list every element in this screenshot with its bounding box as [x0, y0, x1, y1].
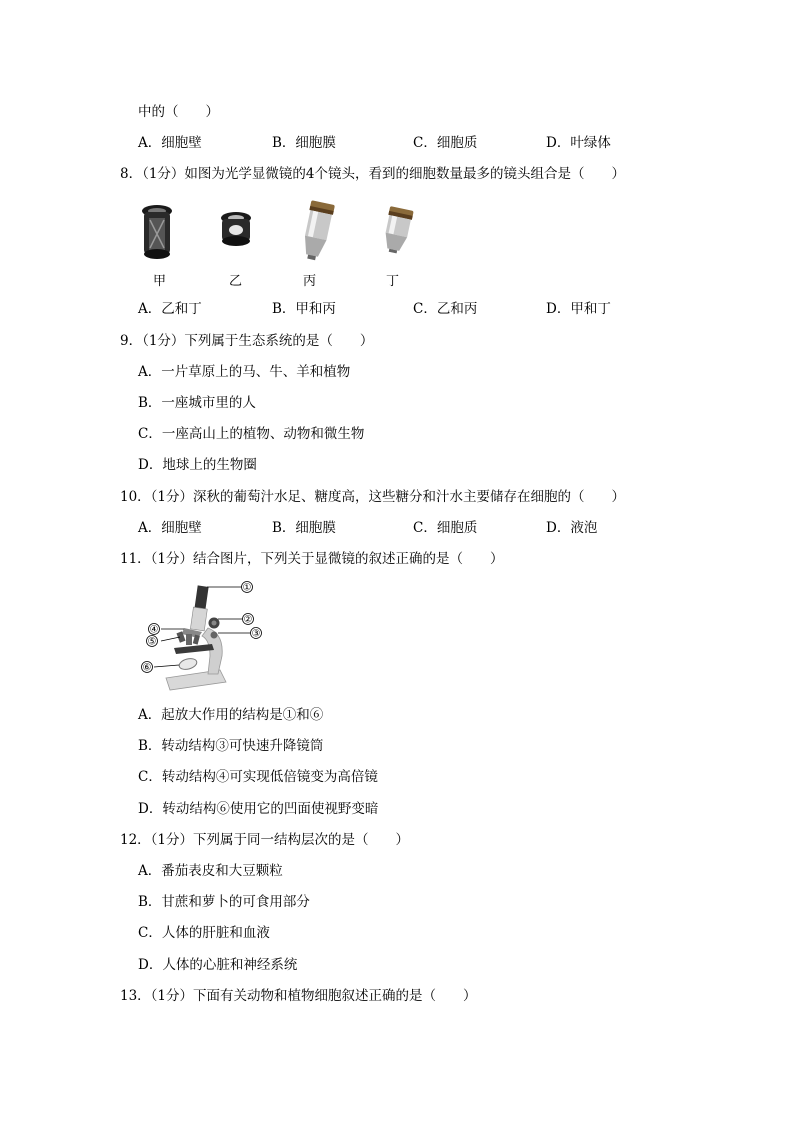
q13-stem: 13．（1分）下面有关动物和植物细胞叙述正确的是（ ）	[120, 988, 477, 1004]
q11-option-b: B．转动结构③可快速升降镜筒	[138, 738, 324, 754]
callout-5-marker	[147, 636, 158, 648]
q8-option-c: C．乙和丙	[413, 301, 478, 317]
q12-option-c: C．人体的肝脏和血液	[138, 925, 270, 941]
q10-stem: 10．（1分）深秋的葡萄汁水足、糖度高，这些糖分和汁水主要储存在细胞的（ ）	[120, 489, 626, 505]
q7-option-c: C．细胞质	[413, 135, 478, 151]
q7-option-d: D．叶绿体	[546, 135, 611, 151]
q9-stem: 9．（1分）下列属于生态系统的是（ ）	[120, 333, 374, 349]
q8-stem: 8．（1分）如图为光学显微镜的4个镜头，看到的细胞数量最多的镜头组合是（ ）	[120, 166, 626, 182]
callout-1-marker	[242, 582, 253, 594]
q10-option-d: D．液泡	[546, 520, 598, 536]
q9-option-a: A．一片草原上的马、牛、羊和植物	[138, 364, 351, 380]
q8-option-d: D．甲和丁	[546, 301, 611, 317]
callout-3-marker	[251, 628, 262, 640]
q8-option-a: A．乙和丁	[138, 301, 202, 317]
lens-label-ding: 丁	[386, 274, 400, 289]
callout-6-marker	[142, 662, 153, 674]
q9-option-d: D．地球上的生物圈	[138, 457, 257, 473]
q8-option-b: B．甲和丙	[272, 301, 336, 317]
q12-option-d: D．人体的心脏和神经系统	[138, 957, 298, 973]
q12-option-b: B．甘蔗和萝卜的可食用部分	[138, 894, 310, 910]
q7-stem-tail: 中的（ ）	[138, 104, 219, 120]
q11-stem: 11．（1分）结合图片，下列关于显微镜的叙述正确的是（ ）	[120, 551, 504, 567]
callout-1: ①	[242, 582, 252, 594]
callout-2: ②	[243, 614, 253, 626]
q7-option-b: B．细胞膜	[272, 135, 336, 151]
callout-2-marker	[243, 614, 254, 626]
q10-option-c: C．细胞质	[413, 520, 478, 536]
objective-short-image	[376, 206, 418, 258]
q7-option-a: A．细胞壁	[138, 135, 202, 151]
objective-long-image	[295, 200, 339, 264]
lens-label-yi: 乙	[229, 274, 243, 289]
callout-6: ⑥	[142, 662, 152, 674]
callout-4-marker	[149, 624, 160, 636]
microscope-diagram	[138, 578, 268, 696]
q12-stem: 12．（1分）下列属于同一结构层次的是（ ）	[120, 832, 410, 848]
lens-label-bing: 丙	[303, 274, 317, 289]
q11-option-d: D．转动结构⑥使用它的凹面使视野变暗	[138, 801, 379, 817]
lens-label-jia: 甲	[153, 274, 167, 289]
q11-option-a: A．起放大作用的结构是①和⑥	[138, 707, 324, 723]
q9-option-b: B．一座城市里的人	[138, 395, 256, 411]
q10-option-a: A．细胞壁	[138, 520, 202, 536]
q12-option-a: A．番茄表皮和大豆颗粒	[138, 863, 283, 879]
q10-option-b: B．细胞膜	[272, 520, 336, 536]
callout-4: ④	[149, 624, 159, 636]
eyepiece-short-image	[219, 210, 253, 250]
callout-5: ⑤	[147, 636, 157, 648]
q9-option-c: C．一座高山上的植物、动物和微生物	[138, 426, 365, 442]
callout-3: ③	[251, 628, 261, 640]
q11-option-c: C．转动结构④可实现低倍镜变为高倍镜	[138, 769, 378, 785]
eyepiece-long-image	[140, 204, 174, 260]
